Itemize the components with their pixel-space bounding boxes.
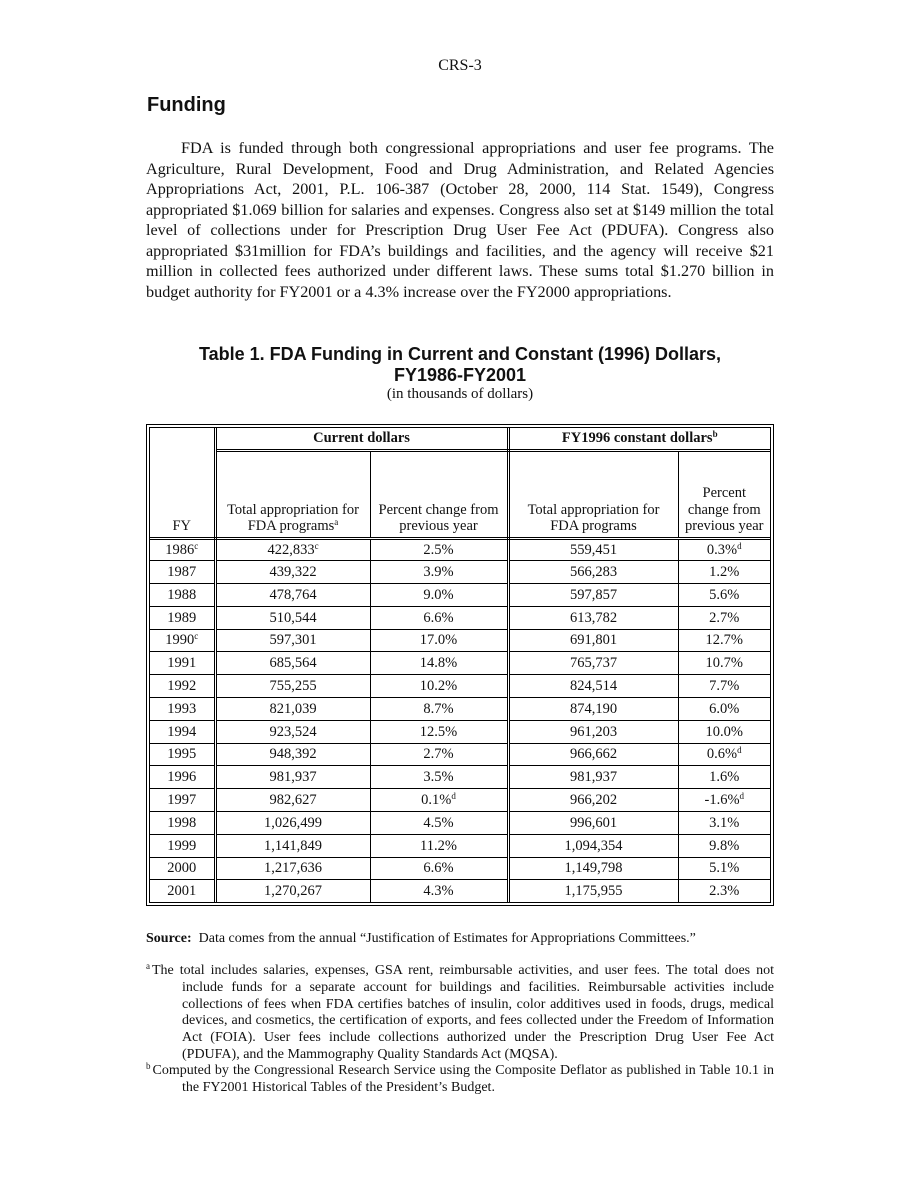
cell-pct-current-value: 11.2%	[420, 837, 457, 854]
table-row	[150, 606, 770, 629]
cell-fy	[150, 652, 215, 675]
cell-fy-value: 1987	[167, 563, 197, 580]
cell-pct-constant-value: 1.2%	[709, 563, 740, 580]
cell-fy	[150, 789, 215, 812]
cell-pct-constant	[678, 675, 770, 698]
table-row	[150, 720, 770, 743]
cell-pct-constant-value: 3.1%	[709, 814, 740, 831]
cell-total-current-value: 982,627	[269, 791, 317, 808]
cell-total-constant-value: 874,190	[569, 700, 618, 717]
col-header-pct-current-label: Percent change from previous year	[378, 501, 499, 534]
col-header-pct-constant	[678, 450, 770, 538]
fy-header	[150, 428, 215, 538]
footnote-mark: c	[194, 631, 199, 642]
cell-total-constant-value: 613,782	[569, 609, 618, 626]
cell-total-current	[215, 629, 370, 652]
cell-pct-constant	[678, 766, 770, 789]
cell-pct-constant	[678, 834, 770, 857]
cell-pct-constant	[678, 857, 770, 880]
cell-fy	[150, 538, 215, 561]
cell-pct-constant	[678, 812, 770, 835]
cell-total-current	[215, 538, 370, 561]
cell-pct-constant	[678, 538, 770, 561]
cell-fy-value: 1996	[167, 769, 197, 786]
cell-total-current-value: 439,322	[269, 563, 317, 580]
cell-total-current	[215, 584, 370, 607]
cell-fy-value: 1988	[167, 586, 197, 603]
cell-pct-current-value: 2.7%	[423, 746, 454, 763]
cell-total-constant-value: 996,601	[569, 814, 618, 831]
table-row	[150, 675, 770, 698]
footnote-mark: d	[737, 745, 742, 756]
cell-pct-current	[370, 606, 508, 629]
cell-pct-current	[370, 857, 508, 880]
cell-pct-constant-value: 10.7%	[705, 655, 743, 672]
cell-total-constant-value: 597,857	[569, 586, 618, 603]
cell-pct-current-value: 10.2%	[419, 677, 458, 694]
table-row	[150, 766, 770, 789]
cell-total-constant	[508, 538, 678, 561]
table-row	[150, 561, 770, 584]
section-title: Funding	[147, 94, 226, 116]
cell-total-current-value: 1,270,267	[264, 883, 322, 900]
cell-total-current	[215, 720, 370, 743]
footnote-b-mark: b	[146, 1061, 151, 1071]
page-header: CRS-3	[438, 57, 482, 74]
cell-fy	[150, 766, 215, 789]
cell-pct-constant-value: 7.7%	[709, 677, 740, 694]
cell-pct-constant-value: 5.1%	[709, 860, 740, 877]
cell-total-constant-value: 765,737	[569, 655, 618, 672]
cell-fy	[150, 606, 215, 629]
table-row	[150, 652, 770, 675]
cell-total-current	[215, 698, 370, 721]
cell-pct-constant-value: 0.3%	[706, 541, 738, 558]
cell-pct-current	[370, 743, 508, 766]
cell-total-constant-value: 1,175,955	[564, 883, 623, 900]
col-header-total-current	[215, 450, 370, 538]
cell-total-constant-value: 1,094,354	[564, 837, 623, 854]
footnote-mark-a: a	[334, 517, 339, 527]
cell-fy-value: 1999	[167, 837, 197, 854]
cell-fy	[150, 834, 215, 857]
cell-pct-constant	[678, 584, 770, 607]
cell-pct-constant-value: 2.7%	[709, 609, 740, 626]
cell-pct-current-value: 17.0%	[419, 632, 458, 649]
cell-pct-constant-value: 5.6%	[709, 586, 740, 603]
cell-total-constant-value: 1,149,798	[564, 860, 623, 877]
cell-pct-constant	[678, 561, 770, 584]
cell-pct-current	[370, 538, 508, 561]
table-row	[150, 584, 770, 607]
cell-pct-constant	[678, 789, 770, 812]
cell-pct-constant	[678, 606, 770, 629]
cell-fy-value: 1994	[167, 723, 197, 740]
cell-pct-constant-value: -1.6%	[704, 791, 740, 808]
table-row	[150, 789, 770, 812]
cell-total-current-value: 1,217,636	[264, 860, 322, 877]
cell-pct-constant-value: 9.8%	[709, 837, 740, 854]
cell-pct-current-value: 0.1%	[421, 791, 452, 808]
cell-fy	[150, 629, 215, 652]
cell-total-current-value: 981,937	[269, 769, 317, 786]
cell-pct-current-value: 9.0%	[423, 586, 454, 603]
footnote-mark: d	[737, 540, 742, 551]
cell-fy	[150, 584, 215, 607]
cell-total-constant	[508, 880, 678, 903]
cell-total-constant-value: 824,514	[569, 677, 618, 694]
cell-pct-constant	[678, 652, 770, 675]
cell-pct-constant	[678, 720, 770, 743]
cell-fy-value: 1995	[167, 746, 197, 763]
cell-pct-constant-value: 10.0%	[705, 723, 743, 740]
cell-total-constant	[508, 561, 678, 584]
cell-fy-value: 2000	[167, 860, 197, 877]
cell-total-constant	[508, 857, 678, 880]
cell-total-constant	[508, 720, 678, 743]
footnote-mark-b: b	[712, 429, 718, 439]
table-title-line-1: Table 1. FDA Funding in Current and Constant (1996) Dollars,	[198, 344, 722, 364]
cell-pct-current	[370, 652, 508, 675]
cell-fy-value: 1990	[165, 632, 195, 649]
cell-total-current-value: 510,544	[269, 609, 317, 626]
cell-pct-current	[370, 584, 508, 607]
cell-total-current	[215, 880, 370, 903]
table-title	[146, 344, 774, 386]
cell-pct-current	[370, 834, 508, 857]
table-row	[150, 857, 770, 880]
cell-fy-value: 1993	[167, 700, 197, 717]
table-row	[150, 880, 770, 903]
cell-total-current-value: 685,564	[269, 655, 317, 672]
cell-total-current	[215, 561, 370, 584]
cell-pct-current-value: 6.6%	[423, 860, 454, 877]
cell-total-constant-value: 559,451	[569, 541, 618, 558]
cell-total-current	[215, 675, 370, 698]
cell-fy-value: 1991	[167, 655, 197, 672]
footnote-b-text: Computed by the Congressional Research Service using the Composite Deflator as published in Table 10.1 in the FY2001 Historical Tables of the President’s Budget.	[152, 1063, 774, 1095]
cell-total-current	[215, 743, 370, 766]
cell-total-constant	[508, 698, 678, 721]
cell-pct-current	[370, 880, 508, 903]
cell-pct-current-value: 6.6%	[423, 609, 454, 626]
cell-fy	[150, 743, 215, 766]
col-header-total-constant-label: Total appropriation for FDA programs	[527, 501, 660, 534]
cell-pct-constant	[678, 743, 770, 766]
group-header-current-label: Current dollars	[313, 430, 410, 446]
fy-header-label: FY	[172, 518, 192, 534]
cell-total-current	[215, 812, 370, 835]
footnote-a-text: The total includes salaries, expenses, GSA rent, reimbursable activities, and user fees. The total does not include funds for a separate account for buildings and facilities. Reimbursable activities include collections of fees when FDA certifies batches of insulin, color additives used in foods, drugs, medical devices, and cosmetics, the certification of exports, and fees collected under the Freedom of Information Act (FOIA). User fees include collections authorized under the Prescription Drug User Fee Act (PDUFA), and the Mammography Quality Standards Act (MQSA).	[152, 963, 774, 1062]
group-header-current	[215, 428, 508, 450]
col-header-total-current-label: Total appropriation for FDA programs	[227, 501, 359, 534]
table-inner-frame	[149, 427, 771, 903]
cell-pct-current	[370, 561, 508, 584]
footnote-mark: c	[194, 540, 199, 551]
funding-paragraph: FDA is funded through both congressional appropriations and user fee programs. The Agriculture, Rural Development, Food and Drug Administration, and Related Agencies Appropriations Act, 2001, P.L. 106-387 (October 28, 2000, 114 Stat. 1549), Congress appropriated $1.069 billion for salaries and expenses. Congress also set at $149 million the total level of collections under for Prescription Drug User Fee Act (PDUFA). Congress also appropriated $31million for FDA’s buildings and facilities, and the agency will receive $21 million in collected fees authorized under different laws. These sums total $1.270 billion in budget authority for FY2001 or a 4.3% increase over the FY2000 appropriations.	[146, 139, 774, 301]
cell-total-constant-value: 961,203	[569, 723, 618, 740]
cell-total-current	[215, 652, 370, 675]
col-header-pct-constant-label: Percent change from previous year	[685, 485, 764, 534]
funding-table	[150, 428, 770, 903]
cell-pct-current-value: 8.7%	[423, 700, 454, 717]
table-row	[150, 743, 770, 766]
group-header-constant-label: FY1996 constant dollars	[561, 430, 713, 446]
cell-pct-constant-value: 2.3%	[709, 883, 740, 900]
cell-total-constant	[508, 812, 678, 835]
cell-pct-current-value: 4.3%	[423, 883, 454, 900]
cell-total-constant	[508, 834, 678, 857]
cell-total-current-value: 948,392	[269, 746, 317, 763]
cell-total-constant	[508, 652, 678, 675]
footnote-a-mark: a	[146, 961, 150, 971]
cell-pct-current	[370, 698, 508, 721]
cell-total-constant	[508, 584, 678, 607]
cell-total-current	[215, 766, 370, 789]
cell-fy-value: 1989	[167, 609, 197, 626]
cell-pct-current	[370, 766, 508, 789]
table-row	[150, 538, 770, 561]
cell-fy	[150, 720, 215, 743]
cell-total-constant	[508, 789, 678, 812]
footnote-mark: c	[314, 540, 319, 551]
cell-total-current-value: 923,524	[269, 723, 317, 740]
cell-fy	[150, 857, 215, 880]
cell-total-constant-value: 966,202	[569, 791, 618, 808]
cell-pct-constant-value: 0.6%	[706, 746, 738, 763]
cell-pct-current-value: 3.9%	[423, 563, 454, 580]
cell-total-current	[215, 789, 370, 812]
cell-total-constant-value: 981,937	[569, 769, 618, 786]
footnote-mark: d	[451, 790, 456, 801]
cell-pct-constant-value: 12.7%	[705, 632, 743, 649]
table-title-line-2: FY1986-FY2001	[393, 365, 527, 385]
cell-total-current-value: 755,255	[269, 677, 317, 694]
cell-fy-value: 2001	[167, 883, 197, 900]
table-row	[150, 834, 770, 857]
cell-total-current-value: 1,141,849	[264, 837, 322, 854]
cell-pct-constant-value: 1.6%	[709, 769, 740, 786]
cell-pct-current-value: 4.5%	[423, 814, 454, 831]
cell-total-current-value: 1,026,499	[264, 814, 322, 831]
cell-pct-current	[370, 789, 508, 812]
cell-fy	[150, 880, 215, 903]
footnote-a	[146, 963, 774, 1064]
cell-pct-constant-value: 6.0%	[709, 700, 740, 717]
table-row	[150, 698, 770, 721]
cell-fy-value: 1986	[165, 541, 195, 558]
cell-fy	[150, 561, 215, 584]
cell-pct-current	[370, 720, 508, 743]
cell-fy-value: 1992	[167, 677, 197, 694]
cell-total-current-value: 597,301	[269, 632, 317, 649]
cell-total-current-value: 422,833	[267, 541, 315, 558]
cell-total-current-value: 478,764	[269, 586, 317, 603]
cell-pct-current-value: 14.8%	[419, 655, 458, 672]
cell-total-current	[215, 606, 370, 629]
cell-total-constant	[508, 675, 678, 698]
cell-total-constant	[508, 743, 678, 766]
cell-pct-constant	[678, 698, 770, 721]
source-text: Data comes from the annual “Justification of Estimates for Appropriations Committees.”	[198, 931, 696, 946]
cell-pct-current-value: 2.5%	[423, 541, 454, 558]
footnote-b	[146, 1063, 774, 1097]
cell-fy	[150, 675, 215, 698]
footnote-mark: d	[739, 790, 745, 801]
source-note	[146, 930, 774, 947]
cell-pct-constant	[678, 880, 770, 903]
table-frame	[146, 424, 774, 906]
cell-pct-constant	[678, 629, 770, 652]
cell-pct-current	[370, 629, 508, 652]
source-label: Source:	[146, 931, 192, 946]
cell-total-constant-value: 966,662	[569, 746, 618, 763]
cell-total-current-value: 821,039	[269, 700, 317, 717]
cell-total-constant	[508, 629, 678, 652]
cell-pct-current-value: 12.5%	[419, 723, 458, 740]
cell-total-constant	[508, 766, 678, 789]
cell-total-current	[215, 857, 370, 880]
cell-total-constant-value: 566,283	[569, 563, 618, 580]
col-header-pct-current	[370, 450, 508, 538]
cell-total-current	[215, 834, 370, 857]
cell-fy-value: 1998	[167, 814, 197, 831]
table-row	[150, 812, 770, 835]
group-header-constant	[508, 428, 770, 450]
cell-fy	[150, 698, 215, 721]
cell-fy-value: 1997	[167, 791, 197, 808]
cell-pct-current-value: 3.5%	[423, 769, 454, 786]
cell-pct-current	[370, 812, 508, 835]
cell-total-constant-value: 691,801	[569, 632, 618, 649]
cell-fy	[150, 812, 215, 835]
cell-pct-current	[370, 675, 508, 698]
cell-total-constant	[508, 606, 678, 629]
col-header-total-constant	[508, 450, 678, 538]
table-row	[150, 629, 770, 652]
table-subtitle: (in thousands of dollars)	[386, 386, 534, 402]
